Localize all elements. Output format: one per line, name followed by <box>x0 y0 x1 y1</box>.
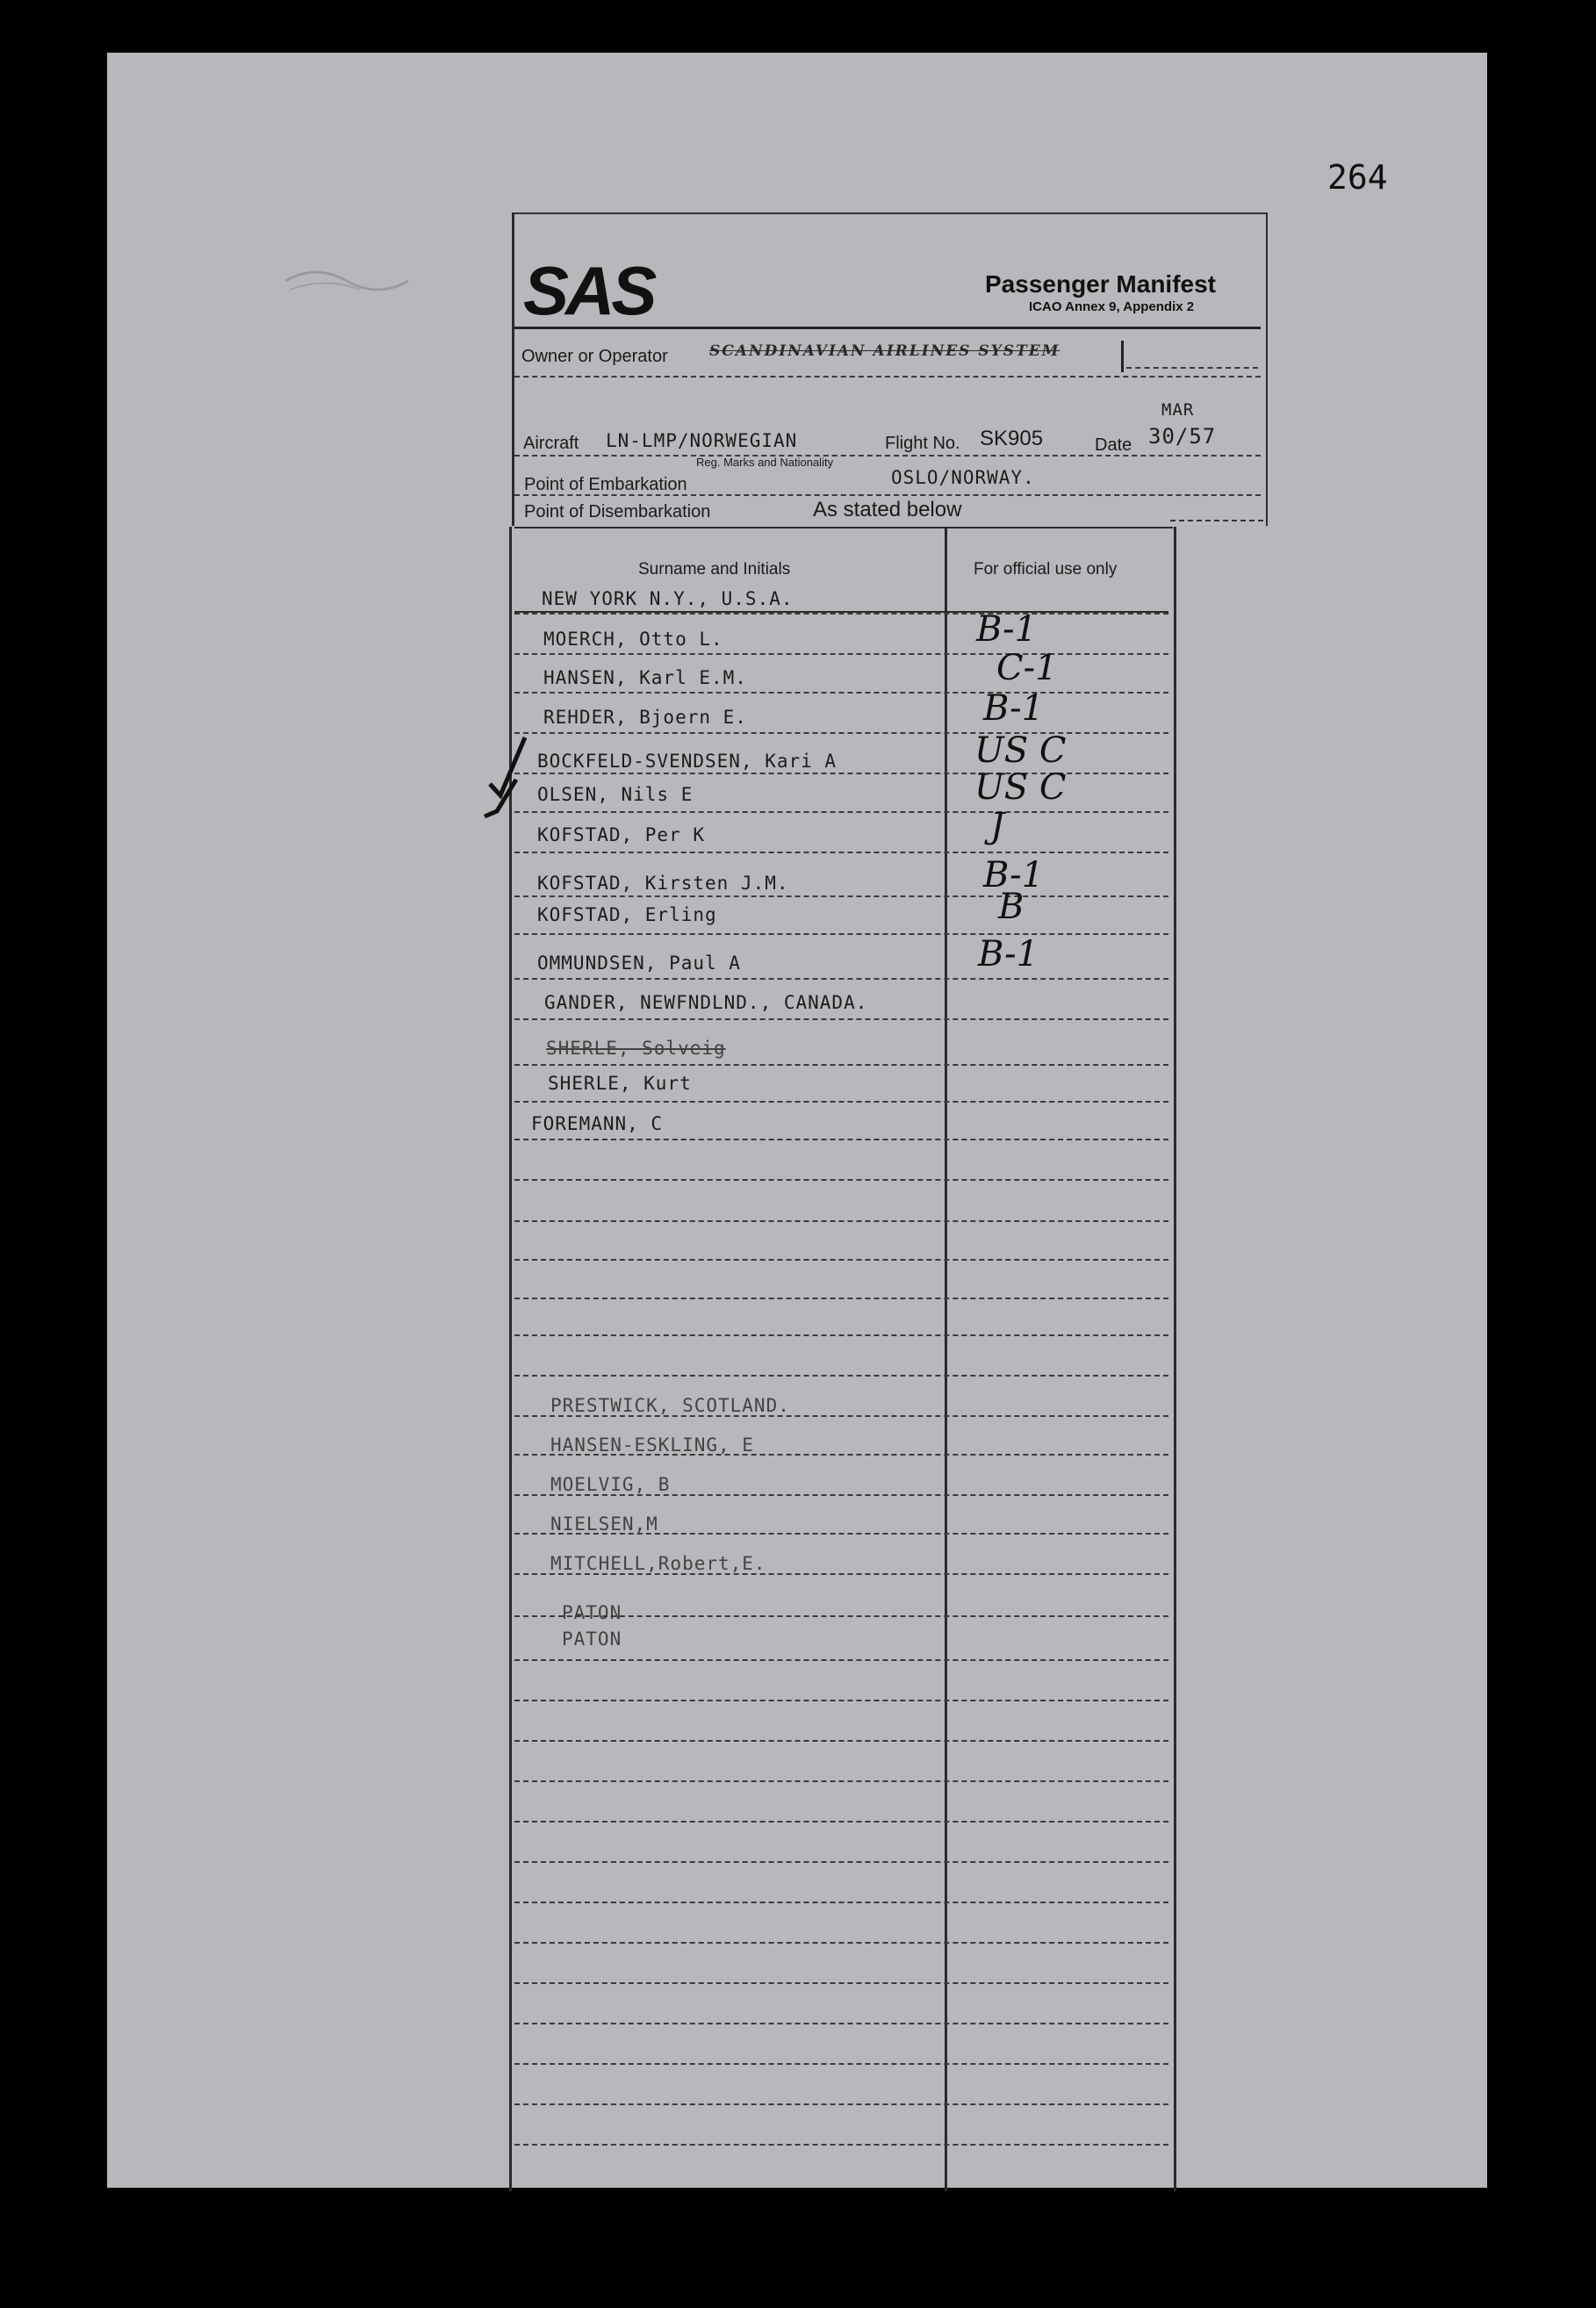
col-header-names: Surname and Initials <box>638 560 791 579</box>
passenger-name: KOFSTAD, Per K <box>537 824 706 845</box>
table-row-rule <box>514 1259 1168 1261</box>
aircraft-rule <box>514 455 1261 457</box>
table-row-rule <box>514 1942 1168 1944</box>
official-mark: US C <box>974 730 1067 771</box>
table-row-rule <box>514 1982 1168 1984</box>
table-row-rule <box>514 933 1168 935</box>
header-rule <box>514 611 1168 613</box>
owner-label: Owner or Operator <box>521 347 668 366</box>
destination-heading: GANDER, NEWFNDLND., CANADA. <box>544 992 868 1013</box>
date-value: 30/57 <box>1148 424 1217 449</box>
official-mark: B-1 <box>983 688 1045 729</box>
table-row-rule <box>514 692 1168 694</box>
table-row-rule <box>514 2144 1168 2146</box>
table-row-rule <box>514 1298 1168 1299</box>
table-row-rule <box>514 2023 1168 2024</box>
passenger-name: REHDER, Bjoern E. <box>543 707 747 728</box>
table-row-rule <box>514 1101 1168 1103</box>
table-row-rule <box>514 978 1168 980</box>
col-header-official: For official use only <box>974 560 1118 579</box>
table-row-rule <box>514 653 1168 655</box>
table-row-rule <box>514 1659 1168 1661</box>
table-row-rule <box>514 1064 1168 1066</box>
sas-logo-text: SAS <box>523 255 654 325</box>
table-row-rule <box>514 1740 1168 1742</box>
official-mark: B-1 <box>983 855 1045 895</box>
destination-heading: PRESTWICK, SCOTLAND. <box>550 1395 790 1416</box>
faded-stamp <box>281 259 413 303</box>
table-row-rule <box>514 895 1168 897</box>
manifest-subtitle: ICAO Annex 9, Appendix 2 <box>1029 299 1195 314</box>
owner-rule <box>514 376 1261 377</box>
table-row-rule <box>514 773 1168 774</box>
official-mark: C-1 <box>996 648 1058 688</box>
table-row-rule <box>514 1179 1168 1181</box>
table-row-rule <box>514 1220 1168 1222</box>
passenger-name: HANSEN, Karl E.M. <box>543 667 747 688</box>
table-row-rule <box>514 1139 1168 1140</box>
passenger-name: OLSEN, Nils E <box>537 784 694 805</box>
flight-value: SK905 <box>980 427 1044 450</box>
official-mark: J <box>990 806 1005 846</box>
passenger-name: BOCKFELD-SVENDSEN, Kari A <box>537 751 838 772</box>
table-row-rule <box>514 1375 1168 1377</box>
passenger-name: OMMUNDSEN, Paul A <box>537 953 741 974</box>
owner-value: SCANDINAVIAN AIRLINES SYSTEM <box>709 342 1060 360</box>
passenger-name: KOFSTAD, Erling <box>537 904 717 925</box>
table-row-rule <box>514 1821 1168 1823</box>
passenger-name: HANSEN-ESKLING, E <box>550 1434 754 1456</box>
table-row-rule <box>514 1700 1168 1701</box>
embark-value: OSLO/NORWAY. <box>891 467 1035 488</box>
official-mark: US C <box>974 767 1067 808</box>
passenger-name: NIELSEN,M <box>550 1514 658 1535</box>
passenger-name: FOREMANN, C <box>531 1113 664 1134</box>
date-month: MAR <box>1161 400 1195 420</box>
destination-heading: NEW YORK N.Y., U.S.A. <box>542 588 794 609</box>
owner-divider <box>1121 341 1124 372</box>
table-row-rule <box>514 732 1168 734</box>
passenger-name: PATON <box>562 1629 622 1650</box>
disembark-label: Point of Disembarkation <box>524 502 711 521</box>
table-row-rule <box>514 613 1168 615</box>
disembark-value: As stated below <box>813 498 962 521</box>
table-row-rule <box>514 852 1168 853</box>
sas-logo <box>520 255 695 325</box>
official-mark: B-1 <box>978 934 1039 974</box>
official-mark: B <box>998 887 1024 927</box>
reg-note: Reg. Marks and Nationality <box>696 456 834 469</box>
table-row-rule <box>514 1018 1168 1020</box>
check-mark-icon <box>490 737 525 795</box>
table-row-rule <box>514 811 1168 813</box>
passenger-name: SHERLE, Solveig <box>546 1038 726 1059</box>
aircraft-value: LN-LMP/NORWEGIAN <box>606 430 798 451</box>
passenger-name: KOFSTAD, Kirsten J.M. <box>537 873 789 894</box>
passenger-name: MOELVIG, B <box>550 1474 671 1495</box>
check-marks <box>481 736 543 832</box>
flight-label: Flight No. <box>885 434 960 453</box>
title-rule <box>514 327 1261 329</box>
form-header-bottom-edge <box>1170 520 1263 521</box>
passenger-name: MITCHELL,Robert,E. <box>550 1553 766 1574</box>
embark-rule <box>514 494 1261 496</box>
owner-extra-rule <box>1126 367 1258 369</box>
table-row-rule <box>514 1334 1168 1336</box>
page-number: 264 <box>1327 158 1388 197</box>
embark-label: Point of Embarkation <box>524 475 687 494</box>
table-row-rule <box>514 1780 1168 1782</box>
table-row-rule <box>514 2103 1168 2105</box>
table-row-rule <box>514 1902 1168 1903</box>
passenger-name: PATON <box>562 1602 622 1623</box>
table-row-rule <box>514 2063 1168 2065</box>
manifest-title: Passenger Manifest <box>985 270 1216 298</box>
official-mark: B-1 <box>976 609 1038 650</box>
passenger-name: SHERLE, Kurt <box>548 1073 692 1094</box>
aircraft-label: Aircraft <box>523 434 579 453</box>
passenger-name: MOERCH, Otto L. <box>543 629 723 650</box>
table-row-rule <box>514 1861 1168 1863</box>
date-label: Date <box>1095 435 1132 455</box>
